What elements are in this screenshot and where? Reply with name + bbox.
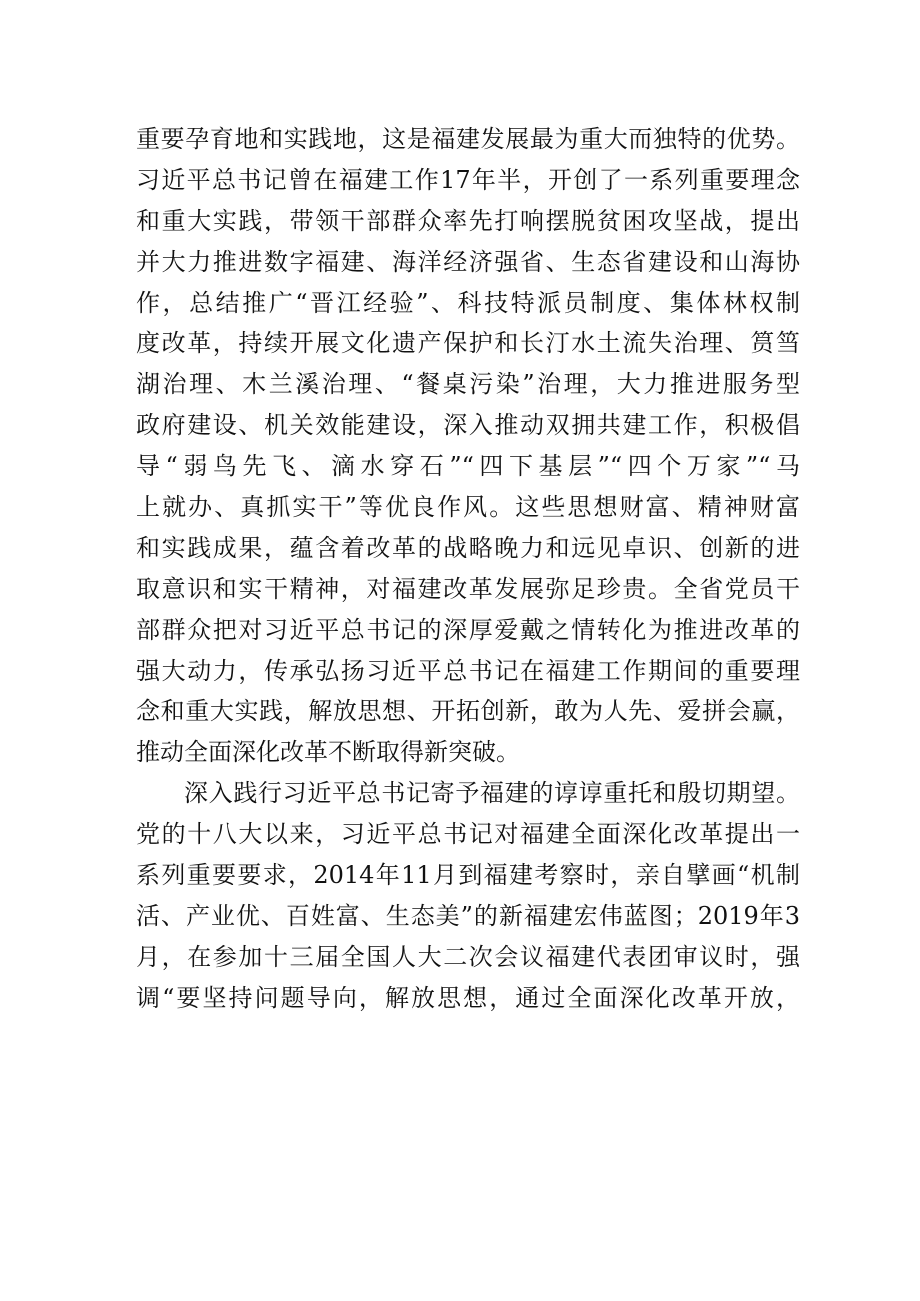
text-line: 政府建设、机关效能建设，深入推动双拥共建工作，积极倡 <box>136 411 800 440</box>
text-line: 湖治理、木兰溪治理、“餐桌污染”治理，大力推进服务型 <box>136 370 800 399</box>
text-line: 取意识和实干精神，对福建改革发展弥足珍贵。全省党员干 <box>136 574 800 603</box>
text-line: 月，在参加十三届全国人大二次会议福建代表团审议时，强 <box>136 942 800 971</box>
text-line: 作，总结推广“晋江经验”、科技特派员制度、集体林权制 <box>136 288 800 317</box>
paragraph-first-line: 深入践行习近平总书记寄予福建的谆谆重托和殷切期望。 <box>184 779 800 808</box>
text-line: 和实践成果，蕴含着改革的战略晚力和远见卓识、创新的进 <box>136 533 800 562</box>
text-line: 并大力推进数字福建、海洋经济强省、生态省建设和山海协 <box>136 247 800 276</box>
text-line: 活、产业优、百姓富、生态美”的新福建宏伟蓝图；2019年3 <box>136 901 800 930</box>
text-line: 部群众把对习近平总书记的深厚爱戴之情转化为推进改革的 <box>136 615 800 644</box>
text-line: 度改革，持续开展文化遗产保护和长汀水土流失治理、筼筜 <box>136 329 800 358</box>
text-line: 念和重大实践，解放思想、开拓创新，敢为人先、爱拼会赢， <box>136 697 800 726</box>
text-line: 重要孕育地和实践地，这是福建发展最为重大而独特的优势。 <box>136 125 800 153</box>
text-line: 系列重要要求，2014年11月到福建考察时，亲自擘画“机制 <box>136 861 800 890</box>
body-text <box>136 119 800 1019</box>
text-line: 调“要坚持问题导向，解放思想，通过全面深化改革开放， <box>136 983 800 1012</box>
text-line: 强大动力，传承弘扬习近平总书记在福建工作期间的重要理 <box>136 656 800 685</box>
text-line: 和重大实践，带领干部群众率先打响摆脱贫困攻坚战，提出 <box>136 206 800 235</box>
text-line: 上就办、真抓实干”等优良作风。这些思想财富、精神财富 <box>136 493 800 522</box>
text-line: 导“弱鸟先飞、滴水穿石”“四下基层”“四个万家”“马 <box>136 452 800 481</box>
text-line: 党的十八大以来，习近平总书记对福建全面深化改革提出一 <box>136 820 800 849</box>
paragraph-end-line: 推动全面深化改革不断取得新突破。 <box>136 738 520 767</box>
text-line: 习近平总书记曾在福建工作17年半，开创了一系列重要理念 <box>136 165 800 194</box>
